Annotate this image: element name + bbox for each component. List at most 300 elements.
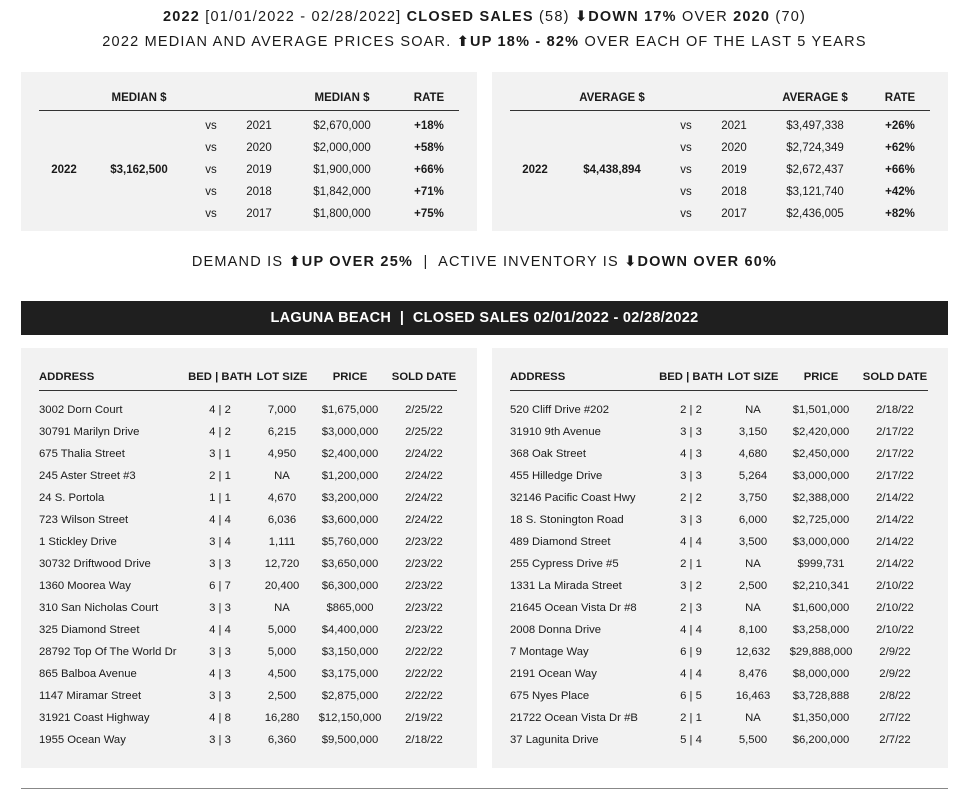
median-table — [39, 86, 459, 225]
bed-bath-cell: 4 | 2 — [209, 426, 231, 438]
compare-value: $1,842,000 — [313, 186, 371, 198]
bed-bath-cell: 4 | 4 — [680, 536, 702, 548]
average-panel — [492, 72, 948, 231]
lot-size-cell: 20,400 — [264, 580, 300, 592]
up-arrow-icon: ⬆ — [456, 34, 471, 50]
price-cell: $2,420,000 — [792, 426, 850, 438]
headline-year: 2022 — [162, 9, 201, 25]
bed-bath-cell: 4 | 4 — [680, 624, 702, 636]
price-cell: $3,000,000 — [792, 470, 850, 482]
headline-compare-count: (70) — [770, 9, 807, 25]
headline-over: OVER — [676, 9, 734, 25]
price-cell: $1,501,000 — [792, 404, 850, 416]
price-cell: $2,875,000 — [321, 690, 379, 702]
header-blank — [189, 86, 233, 111]
bed-bath-cell: 2 | 1 — [680, 558, 702, 570]
table-row — [39, 553, 457, 575]
headline-prices — [0, 34, 969, 50]
price-cell: $8,000,000 — [792, 668, 850, 680]
price-cell: $3,150,000 — [321, 646, 379, 658]
lot-size-cell: 16,280 — [264, 712, 300, 724]
price-cell: $9,500,000 — [321, 734, 379, 746]
bed-bath-cell: 2 | 2 — [680, 492, 702, 504]
table-row — [510, 575, 928, 597]
rate-value: +58% — [414, 142, 444, 154]
sold-date-cell: 2/14/22 — [876, 492, 914, 504]
header-median: MEDIAN $ — [285, 86, 399, 111]
table-row — [510, 619, 928, 641]
sold-date-cell: 2/23/22 — [405, 536, 443, 548]
lot-size-cell: NA — [745, 558, 761, 570]
price-cell: $3,258,000 — [792, 624, 850, 636]
address-cell: 30732 Driftwood Drive — [39, 558, 151, 570]
average-table — [510, 86, 930, 225]
lot-size-cell: 5,000 — [267, 624, 297, 636]
sold-date-cell: 2/24/22 — [405, 470, 443, 482]
header-address: ADDRESS — [39, 364, 185, 391]
table-row — [510, 641, 928, 663]
sold-date-cell: 2/23/22 — [405, 580, 443, 592]
sales-rows-right — [510, 391, 928, 752]
sales-panel-right — [492, 348, 948, 768]
address-cell: 28792 Top Of The World Dr — [39, 646, 177, 658]
rate-value: +62% — [885, 142, 915, 154]
header-average: AVERAGE $ — [560, 86, 664, 111]
address-cell: 24 S. Portola — [39, 492, 105, 504]
address-cell: 37 Lagunita Drive — [510, 734, 599, 746]
address-cell: 1 Stickley Drive — [39, 536, 117, 548]
header-rate: RATE — [399, 86, 459, 111]
table-row — [39, 115, 459, 137]
sold-date-cell: 2/17/22 — [876, 426, 914, 438]
price-cell: $2,725,000 — [792, 514, 850, 526]
header-median: MEDIAN $ — [89, 86, 189, 111]
compare-value: $2,436,005 — [786, 208, 844, 220]
bed-bath-cell: 4 | 4 — [209, 624, 231, 636]
lot-size-cell: 5,264 — [738, 470, 768, 482]
compare-value: $2,724,349 — [786, 142, 844, 154]
table-row — [510, 115, 930, 137]
address-cell: 31910 9th Avenue — [510, 426, 601, 438]
address-cell: 32146 Pacific Coast Hwy — [510, 492, 636, 504]
compare-year: 2018 — [246, 186, 272, 198]
bed-bath-cell: 4 | 3 — [680, 448, 702, 460]
table-row — [39, 729, 457, 751]
address-cell: 675 Nyes Place — [510, 690, 590, 702]
price-cell: $3,000,000 — [792, 536, 850, 548]
sold-date-cell: 2/14/22 — [876, 514, 914, 526]
lot-size-cell: 4,500 — [267, 668, 297, 680]
bed-bath-cell: 3 | 3 — [680, 470, 702, 482]
section-banner: LAGUNA BEACH | CLOSED SALES 02/01/2022 - 02/28/2022 — [21, 301, 948, 335]
table-row — [510, 203, 930, 225]
rate-value: +42% — [885, 186, 915, 198]
rate-value: +82% — [885, 208, 915, 220]
table-row — [39, 421, 457, 443]
headline-change: DOWN 17% — [588, 9, 677, 25]
sold-date-cell: 2/23/22 — [405, 624, 443, 636]
address-cell: 3002 Dorn Court — [39, 404, 123, 416]
address-cell: 2191 Ocean Way — [510, 668, 597, 680]
sold-date-cell: 2/10/22 — [876, 602, 914, 614]
compare-value: $2,670,000 — [313, 120, 371, 132]
lot-size-cell: 7,000 — [267, 404, 297, 416]
sales-table-right — [510, 364, 928, 751]
lot-size-cell: 3,150 — [738, 426, 768, 438]
bottom-divider — [21, 788, 948, 789]
lot-size-cell: 2,500 — [738, 580, 768, 592]
table-row — [510, 553, 928, 575]
down-arrow-icon: ⬇ — [624, 254, 638, 270]
lot-size-cell: 8,476 — [738, 668, 768, 680]
compare-year: 2020 — [246, 142, 272, 154]
sold-date-cell: 2/24/22 — [405, 448, 443, 460]
vs-label: vs — [205, 208, 217, 220]
table-row — [39, 619, 457, 641]
header-sold-date: SOLD DATE — [862, 364, 928, 391]
vs-label: vs — [680, 120, 692, 132]
compare-value: $3,121,740 — [786, 186, 844, 198]
headline-prices-rest: OVER EACH OF THE LAST 5 YEARS — [579, 34, 867, 50]
address-cell: 310 San Nicholas Court — [39, 602, 159, 614]
table-row — [39, 159, 459, 181]
compare-year: 2019 — [721, 164, 747, 176]
price-cell: $12,150,000 — [318, 712, 382, 724]
price-cell: $1,350,000 — [792, 712, 850, 724]
address-cell: 31921 Coast Highway — [39, 712, 150, 724]
sold-date-cell: 2/18/22 — [405, 734, 443, 746]
address-cell: 2008 Donna Drive — [510, 624, 602, 636]
sold-date-cell: 2/14/22 — [876, 536, 914, 548]
table-row — [39, 391, 457, 422]
price-cell: $3,175,000 — [321, 668, 379, 680]
price-cell: $2,450,000 — [792, 448, 850, 460]
rate-value: +18% — [414, 120, 444, 132]
bed-bath-cell: 4 | 4 — [680, 668, 702, 680]
sold-date-cell: 2/10/22 — [876, 624, 914, 636]
compare-value: $2,672,437 — [786, 164, 844, 176]
header-bed-bath: BED | BATH — [656, 364, 726, 391]
sold-date-cell: 2/8/22 — [879, 690, 911, 702]
vs-label: vs — [680, 208, 692, 220]
compare-year: 2018 — [721, 186, 747, 198]
sold-date-cell: 2/7/22 — [879, 734, 911, 746]
compare-value: $3,497,338 — [786, 120, 844, 132]
price-cell: $1,200,000 — [321, 470, 379, 482]
compare-value: $1,900,000 — [313, 164, 371, 176]
sold-date-cell: 2/25/22 — [405, 426, 443, 438]
price-cell: $1,675,000 — [321, 404, 379, 416]
price-cell: $2,400,000 — [321, 448, 379, 460]
price-cell: $865,000 — [326, 602, 374, 614]
address-cell: 30791 Marilyn Drive — [39, 426, 140, 438]
bed-bath-cell: 4 | 8 — [209, 712, 231, 724]
sold-date-cell: 2/7/22 — [879, 712, 911, 724]
table-row — [39, 137, 459, 159]
price-cell: $6,300,000 — [321, 580, 379, 592]
lot-size-cell: 6,215 — [267, 426, 297, 438]
header-blank — [708, 86, 760, 111]
sold-date-cell: 2/14/22 — [876, 558, 914, 570]
header-sold-date: SOLD DATE — [391, 364, 457, 391]
compare-year: 2020 — [721, 142, 747, 154]
lot-size-cell: NA — [745, 404, 761, 416]
table-row — [510, 391, 928, 422]
lot-size-cell: 3,500 — [738, 536, 768, 548]
lot-size-cell: 16,463 — [735, 690, 771, 702]
address-cell: 1360 Moorea Way — [39, 580, 131, 592]
price-cell: $3,200,000 — [321, 492, 379, 504]
lot-size-cell: 4,950 — [267, 448, 297, 460]
price-cell: $3,728,888 — [792, 690, 850, 702]
lot-size-cell: 5,500 — [738, 734, 768, 746]
rate-value: +66% — [885, 164, 915, 176]
address-cell: 455 Hilledge Drive — [510, 470, 603, 482]
sold-date-cell: 2/22/22 — [405, 690, 443, 702]
table-row — [510, 487, 928, 509]
header-blank — [233, 86, 285, 111]
demand-separator: | ACTIVE INVENTORY IS — [413, 254, 625, 270]
lot-size-cell: 6,360 — [267, 734, 297, 746]
price-cell: $999,731 — [797, 558, 845, 570]
sold-date-cell: 2/18/22 — [876, 404, 914, 416]
bed-bath-cell: 1 | 1 — [209, 492, 231, 504]
sold-date-cell: 2/23/22 — [405, 602, 443, 614]
address-cell: 1955 Ocean Way — [39, 734, 126, 746]
current-year: 2022 — [51, 164, 77, 176]
bed-bath-cell: 4 | 4 — [209, 514, 231, 526]
price-cell: $1,600,000 — [792, 602, 850, 614]
lot-size-cell: 12,632 — [735, 646, 771, 658]
down-arrow-icon: ⬇ — [574, 9, 589, 25]
bed-bath-cell: 2 | 1 — [680, 712, 702, 724]
address-cell: 21645 Ocean Vista Dr #8 — [510, 602, 637, 614]
bed-bath-cell: 3 | 3 — [209, 646, 231, 658]
headline-prices-change: UP 18% - 82% — [470, 34, 580, 50]
compare-value: $2,000,000 — [313, 142, 371, 154]
rate-value: +75% — [414, 208, 444, 220]
table-row — [510, 159, 930, 181]
header-price: PRICE — [780, 364, 862, 391]
lot-size-cell: 6,000 — [738, 514, 768, 526]
sold-date-cell: 2/17/22 — [876, 470, 914, 482]
table-row — [39, 663, 457, 685]
header-lot-size: LOT SIZE — [726, 364, 780, 391]
price-cell: $4,400,000 — [321, 624, 379, 636]
header-blank — [39, 86, 89, 111]
current-median: $3,162,500 — [110, 164, 168, 176]
lot-size-cell: 6,036 — [267, 514, 297, 526]
bed-bath-cell: 6 | 7 — [209, 580, 231, 592]
table-row — [39, 641, 457, 663]
bed-bath-cell: 3 | 4 — [209, 536, 231, 548]
median-panel — [21, 72, 477, 231]
sold-date-cell: 2/9/22 — [879, 668, 911, 680]
demand-inventory-line — [0, 254, 969, 270]
price-cell: $6,200,000 — [792, 734, 850, 746]
lot-size-cell: NA — [274, 470, 290, 482]
price-cell: $2,388,000 — [792, 492, 850, 504]
vs-label: vs — [205, 142, 217, 154]
table-row — [39, 509, 457, 531]
compare-value: $1,800,000 — [313, 208, 371, 220]
header-blank — [664, 86, 708, 111]
demand-up: UP OVER 25% — [301, 254, 414, 270]
table-row — [510, 597, 928, 619]
address-cell: 368 Oak Street — [510, 448, 586, 460]
address-cell: 255 Cypress Drive #5 — [510, 558, 619, 570]
price-cell: $3,000,000 — [321, 426, 379, 438]
table-row — [39, 685, 457, 707]
rate-value: +66% — [414, 164, 444, 176]
price-cell: $5,760,000 — [321, 536, 379, 548]
address-cell: 675 Thalia Street — [39, 448, 125, 460]
compare-year: 2017 — [721, 208, 747, 220]
address-cell: 520 Cliff Drive #202 — [510, 404, 610, 416]
sold-date-cell: 2/22/22 — [405, 646, 443, 658]
sold-date-cell: 2/22/22 — [405, 668, 443, 680]
bed-bath-cell: 4 | 3 — [209, 668, 231, 680]
bed-bath-cell: 3 | 3 — [680, 514, 702, 526]
lot-size-cell: 4,670 — [267, 492, 297, 504]
price-cell: $3,650,000 — [321, 558, 379, 570]
compare-year: 2019 — [246, 164, 272, 176]
rate-value: +71% — [414, 186, 444, 198]
bed-bath-cell: 3 | 3 — [209, 690, 231, 702]
address-cell: 7 Montage Way — [510, 646, 589, 658]
address-cell: 245 Aster Street #3 — [39, 470, 136, 482]
compare-year: 2017 — [246, 208, 272, 220]
sold-date-cell: 2/9/22 — [879, 646, 911, 658]
header-blank — [510, 86, 560, 111]
address-cell: 1331 La Mirada Street — [510, 580, 622, 592]
lot-size-cell: 5,000 — [267, 646, 297, 658]
bed-bath-cell: 3 | 3 — [680, 426, 702, 438]
table-row — [510, 443, 928, 465]
inventory-down: DOWN OVER 60% — [637, 254, 778, 270]
address-cell: 18 S. Stonington Road — [510, 514, 624, 526]
price-cell: $29,888,000 — [789, 646, 853, 658]
table-row — [39, 443, 457, 465]
table-row — [39, 203, 459, 225]
demand-prefix: DEMAND IS — [191, 254, 289, 270]
vs-label: vs — [680, 164, 692, 176]
bed-bath-cell: 5 | 4 — [680, 734, 702, 746]
bed-bath-cell: 3 | 3 — [209, 734, 231, 746]
address-cell: 325 Diamond Street — [39, 624, 140, 636]
table-row — [39, 531, 457, 553]
vs-label: vs — [680, 186, 692, 198]
vs-label: vs — [205, 186, 217, 198]
current-year: 2022 — [522, 164, 548, 176]
current-average: $4,438,894 — [583, 164, 641, 176]
lot-size-cell: 12,720 — [264, 558, 300, 570]
lot-size-cell: 3,750 — [738, 492, 768, 504]
sales-panel-left — [21, 348, 477, 768]
bed-bath-cell: 6 | 5 — [680, 690, 702, 702]
sold-date-cell: 2/24/22 — [405, 514, 443, 526]
address-cell: 865 Balboa Avenue — [39, 668, 137, 680]
vs-label: vs — [205, 120, 217, 132]
lot-size-cell: 2,500 — [267, 690, 297, 702]
compare-year: 2021 — [721, 120, 747, 132]
header-address: ADDRESS — [510, 364, 656, 391]
address-cell: 1147 Miramar Street — [39, 690, 142, 702]
header-rate: RATE — [870, 86, 930, 111]
rate-value: +26% — [885, 120, 915, 132]
table-row — [510, 729, 928, 751]
table-row — [510, 509, 928, 531]
header-lot-size: LOT SIZE — [255, 364, 309, 391]
table-row — [510, 421, 928, 443]
price-cell: $2,210,341 — [792, 580, 850, 592]
headline-closed-sales — [0, 9, 969, 25]
table-row — [39, 465, 457, 487]
sold-date-cell: 2/23/22 — [405, 558, 443, 570]
headline-date-range: [01/01/2022 - 02/28/2022] — [200, 9, 407, 25]
table-row — [39, 707, 457, 729]
vs-label: vs — [680, 142, 692, 154]
table-row — [510, 531, 928, 553]
table-row — [510, 707, 928, 729]
table-row — [510, 663, 928, 685]
bed-bath-cell: 3 | 1 — [209, 448, 231, 460]
headline-compare-year: 2020 — [733, 9, 771, 25]
table-row — [510, 181, 930, 203]
header-price: PRICE — [309, 364, 391, 391]
lot-size-cell: NA — [745, 602, 761, 614]
bed-bath-cell: 2 | 1 — [209, 470, 231, 482]
table-row — [39, 597, 457, 619]
headline-prices-text: 2022 MEDIAN AND AVERAGE PRICES SOAR. — [102, 34, 457, 50]
table-row — [510, 137, 930, 159]
address-cell: 21722 Ocean Vista Dr #B — [510, 712, 638, 724]
lot-size-cell: NA — [274, 602, 290, 614]
sold-date-cell: 2/10/22 — [876, 580, 914, 592]
up-arrow-icon: ⬆ — [288, 254, 302, 270]
price-cell: $3,600,000 — [321, 514, 379, 526]
headline-closed-label: CLOSED SALES — [406, 9, 534, 25]
compare-year: 2021 — [246, 120, 272, 132]
vs-label: vs — [205, 164, 217, 176]
bed-bath-cell: 3 | 2 — [680, 580, 702, 592]
table-row — [39, 487, 457, 509]
table-row — [39, 181, 459, 203]
sales-table-left — [39, 364, 457, 751]
lot-size-cell: NA — [745, 712, 761, 724]
lot-size-cell: 8,100 — [738, 624, 768, 636]
bed-bath-cell: 3 | 3 — [209, 558, 231, 570]
bed-bath-cell: 3 | 3 — [209, 602, 231, 614]
address-cell: 723 Wilson Street — [39, 514, 129, 526]
bed-bath-cell: 2 | 2 — [680, 404, 702, 416]
sold-date-cell: 2/17/22 — [876, 448, 914, 460]
sold-date-cell: 2/25/22 — [405, 404, 443, 416]
table-row — [39, 575, 457, 597]
bed-bath-cell: 2 | 3 — [680, 602, 702, 614]
table-row — [510, 465, 928, 487]
sold-date-cell: 2/19/22 — [405, 712, 443, 724]
headline-count: (58) — [533, 9, 575, 25]
sold-date-cell: 2/24/22 — [405, 492, 443, 504]
address-cell: 489 Diamond Street — [510, 536, 611, 548]
header-bed-bath: BED | BATH — [185, 364, 255, 391]
lot-size-cell: 1,111 — [268, 536, 296, 548]
header-average: AVERAGE $ — [760, 86, 870, 111]
table-row — [510, 685, 928, 707]
lot-size-cell: 4,680 — [738, 448, 768, 460]
bed-bath-cell: 6 | 9 — [680, 646, 702, 658]
